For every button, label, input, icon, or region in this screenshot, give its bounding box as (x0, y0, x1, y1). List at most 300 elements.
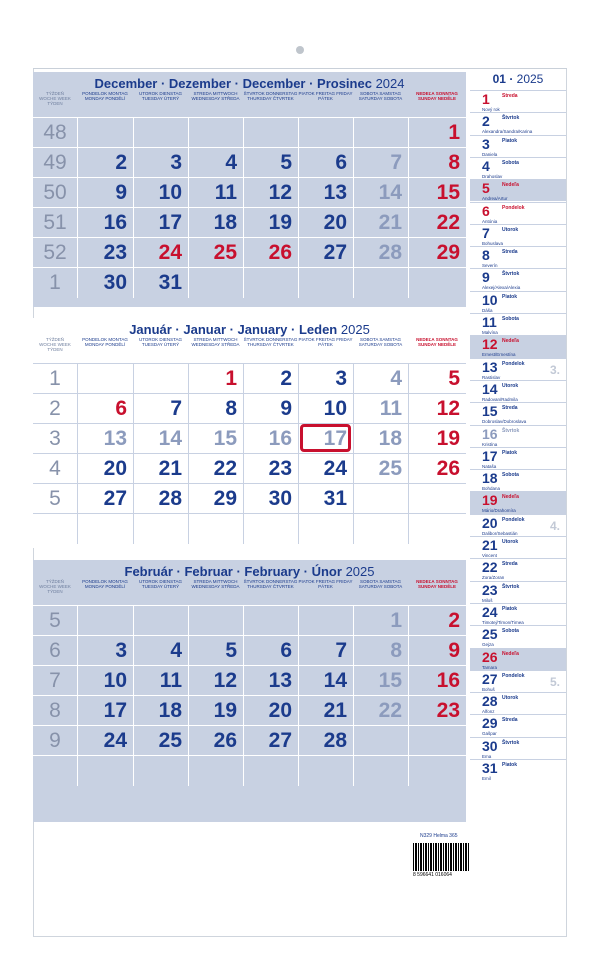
sidebar-nameday: Nový rok (482, 107, 500, 112)
sidebar-nameday: Bohuš (482, 686, 495, 692)
sidebar-day-name: Štvrtok (502, 271, 520, 278)
sidebar-day-name: Streda (502, 249, 518, 256)
sidebar-day-name: Utorok (502, 695, 519, 702)
day-cell (353, 726, 408, 756)
sidebar-day-name: Sobota (502, 628, 519, 635)
day-number: 27 (103, 487, 127, 510)
day-number: 12 (436, 397, 460, 420)
day-number: 11 (379, 397, 402, 420)
day-number: 21 (158, 457, 182, 480)
sidebar-nameday: Miloš (482, 597, 493, 603)
day-cell (77, 208, 133, 238)
day-cell (243, 696, 298, 726)
sidebar-nameday: Nataša (482, 463, 497, 469)
day-number: 4 (225, 151, 237, 174)
day-number: 2 (448, 609, 460, 632)
week-number: 5 (49, 609, 61, 632)
sidebar-day-number: 31 (482, 760, 498, 776)
day-number: 17 (103, 699, 127, 722)
day-cell (188, 238, 243, 268)
day-number: 4 (170, 639, 182, 662)
day-cell (243, 514, 298, 544)
weekday-header-cell: PONDELOK MONTAG MONDAY PONDĚLÍ (82, 337, 128, 348)
sidebar-day-name: Piatok (502, 293, 518, 300)
sidebar-nameday: Timotej/Timon/Timea (482, 619, 524, 625)
day-number: 14 (158, 427, 182, 450)
day-number: 15 (378, 669, 402, 692)
day-cell (408, 696, 466, 726)
sidebar-nameday: Vincent (482, 553, 497, 558)
sidebar-day-number: 1 (482, 91, 490, 107)
day-cell (243, 238, 298, 268)
week-number: 8 (49, 699, 61, 722)
day-cell (408, 424, 466, 454)
day-cell (353, 636, 408, 666)
day-cell (188, 178, 243, 208)
sidebar-nameday: Gašpar (482, 731, 497, 737)
weekday-header-cell: SOBOTA SAMSTAG SATURDAY SOBOTA (358, 579, 403, 590)
day-number: 13 (323, 181, 347, 204)
day-number: 20 (323, 211, 347, 234)
sidebar-day-number: 3 (482, 135, 490, 152)
sidebar-nameday: Ema (482, 753, 492, 759)
sidebar-day-name: Streda (502, 561, 518, 568)
day-number: 9 (280, 397, 292, 420)
day-number: 10 (323, 397, 347, 420)
sidebar-day-row (470, 558, 566, 580)
sidebar-day-number: 22 (482, 559, 498, 576)
weekday-header-cell: SOBOTA SAMSTAG SATURDAY SOBOTA (358, 337, 403, 348)
sidebar-day-row (470, 670, 566, 692)
sidebar-nameday: Mário/Drahomíra (482, 508, 516, 514)
sidebar-day-name: Streda (502, 717, 518, 724)
week-number: 48 (43, 121, 67, 144)
sidebar-nameday: Bohdana (482, 486, 501, 492)
sidebar-day-number: 14 (482, 380, 498, 397)
day-cell (298, 726, 353, 756)
day-number: 1 (448, 121, 460, 144)
sidebar-day-name: Piatok (502, 137, 518, 144)
week-number: 51 (43, 211, 67, 234)
sidebar-nameday: Drahoslav (482, 173, 503, 179)
sidebar-day-row (470, 179, 566, 201)
sidebar-week-mark: 5. (549, 674, 560, 689)
day-number: 4 (390, 367, 402, 390)
day-number: 23 (436, 699, 460, 722)
sidebar-day-row (470, 335, 566, 357)
week-row (33, 725, 466, 755)
day-cell (298, 118, 353, 148)
day-cell (188, 514, 243, 544)
sidebar-day-name: Utorok (502, 226, 519, 233)
day-number: 11 (214, 181, 237, 204)
sidebar-day-number: 18 (482, 470, 498, 487)
day-number: 26 (213, 729, 237, 752)
month-jan (33, 318, 466, 548)
sidebar-week-mark: 3. (549, 362, 560, 377)
day-cell (353, 394, 408, 424)
day-cell (188, 208, 243, 238)
day-number: 10 (103, 669, 127, 692)
day-number: 17 (158, 211, 182, 234)
sidebar-day-row (470, 692, 566, 714)
day-number: 20 (268, 699, 292, 722)
sidebar-day-name: Pondelok (502, 204, 525, 211)
sidebar-day-number: 24 (482, 603, 498, 620)
day-cell (188, 726, 243, 756)
week-row (33, 177, 466, 207)
sidebar-day-row (470, 202, 566, 224)
week-number: 5 (49, 487, 61, 510)
sidebar-nameday: Tamara (482, 664, 498, 670)
weekday-header-cell: NEDEĽA SONNTAG SUNDAY NEDĚLE (416, 337, 458, 348)
sidebar-year: 2025 (516, 72, 544, 86)
daily-sidebar (470, 70, 566, 830)
month-title (33, 76, 466, 91)
day-cell (408, 238, 466, 268)
week-row (33, 267, 466, 297)
weekday-header-cell: PIATOK FREITAG FRIDAY PÁTEK (298, 337, 353, 348)
day-cell (133, 484, 188, 514)
day-cell (77, 636, 133, 666)
sidebar-day-name: Pondelok (502, 516, 525, 523)
sidebar-nameday: Dobroslav/Dobroslava (482, 419, 527, 425)
weekday-header-cell: ŠTVRTOK DONNERSTAG THURSDAY ČTVRTEK (243, 91, 298, 102)
sidebar-day-name: Streda (502, 93, 518, 99)
sidebar-day-number: 9 (482, 269, 490, 286)
sidebar-nameday: Dáša (482, 307, 493, 313)
day-cell (353, 268, 408, 298)
sidebar-title: 01 · 2025 (492, 72, 544, 86)
day-cell (243, 636, 298, 666)
week-row (33, 207, 466, 237)
day-cell (298, 606, 353, 636)
day-cell (188, 696, 243, 726)
weekday-header-cell: PONDELOK MONTAG MONDAY PONDĚLÍ (82, 91, 128, 102)
sidebar-day-name: Nedeľa (502, 494, 519, 501)
week-row (33, 393, 466, 423)
day-cell (77, 756, 133, 786)
day-number: 29 (436, 241, 460, 264)
day-cell (133, 636, 188, 666)
day-cell (353, 118, 408, 148)
sidebar-day-row (470, 112, 566, 134)
sidebar-day-row (470, 737, 566, 759)
day-number: 18 (158, 699, 182, 722)
week-number: 7 (49, 669, 61, 692)
day-number: 5 (225, 639, 237, 662)
day-cell (408, 636, 466, 666)
week-number (33, 514, 77, 544)
day-number: 6 (280, 639, 292, 662)
day-cell (298, 238, 353, 268)
day-cell (243, 484, 298, 514)
day-cell (353, 696, 408, 726)
day-cell (353, 756, 408, 786)
day-number: 8 (448, 151, 460, 174)
weekday-header-cell: ŠTVRTOK DONNERSTAG THURSDAY ČTVRTEK (243, 337, 298, 348)
month-dec (33, 72, 466, 307)
month-title-text: December · Dezember · December · Prosinec (94, 76, 372, 91)
weekday-header (33, 337, 466, 359)
day-number: 26 (436, 457, 460, 480)
day-cell (353, 514, 408, 544)
day-number: 15 (213, 427, 237, 450)
day-number: 20 (103, 457, 127, 480)
day-cell (408, 178, 466, 208)
day-cell (188, 454, 243, 484)
sidebar-nameday: Zora/Zoran (482, 575, 505, 581)
week-row (33, 423, 466, 453)
sidebar-day-row (470, 291, 566, 313)
sidebar-day-name: Štvrtok (502, 583, 520, 590)
week-number: 49 (43, 151, 67, 174)
day-number: 22 (213, 457, 237, 480)
sidebar-day-number: 26 (482, 648, 498, 665)
day-cell (133, 514, 188, 544)
day-number: 5 (448, 367, 460, 390)
day-number: 1 (390, 609, 402, 632)
sidebar-nameday: Bohuslava (482, 240, 504, 246)
sidebar-day-row (470, 469, 566, 491)
day-number: 31 (323, 487, 347, 510)
sidebar-day-number: 6 (482, 202, 490, 219)
week-row (33, 695, 466, 725)
day-cell (188, 268, 243, 298)
sidebar-nameday: Severín (482, 263, 498, 269)
month-title (33, 564, 466, 579)
day-cell (243, 148, 298, 178)
day-number: 16 (103, 211, 127, 234)
week-row (33, 237, 466, 267)
day-cell (243, 756, 298, 786)
week-number: 2 (49, 397, 61, 420)
day-cell (298, 514, 353, 544)
day-cell (353, 208, 408, 238)
sidebar-day-number: 20 (482, 514, 498, 531)
day-number: 24 (323, 457, 347, 480)
day-cell (298, 148, 353, 178)
sidebar-day-number: 25 (482, 626, 498, 643)
day-cell (188, 148, 243, 178)
day-cell (298, 636, 353, 666)
day-cell (353, 606, 408, 636)
day-number: 23 (268, 457, 292, 480)
sidebar-day-number: 29 (482, 715, 498, 732)
week-row (33, 605, 466, 635)
day-cell (133, 118, 188, 148)
weekday-header-cell: STREDA MITTWOCH WEDNESDAY STŘEDA (191, 579, 240, 590)
day-number: 21 (378, 211, 402, 234)
day-number: 16 (268, 427, 292, 450)
month-year: 2025 (340, 322, 370, 337)
day-cell (188, 118, 243, 148)
week-row (33, 513, 466, 543)
week-row (33, 147, 466, 177)
week-row (33, 483, 466, 513)
day-cell (77, 364, 133, 394)
day-cell (77, 666, 133, 696)
brand-label: N329 Helma 365 (420, 833, 458, 839)
day-cell (298, 696, 353, 726)
day-number: 19 (213, 699, 237, 722)
day-cell (243, 394, 298, 424)
sidebar-day-row (470, 358, 566, 380)
day-number: 24 (158, 241, 182, 264)
day-cell (353, 454, 408, 484)
week-row (33, 453, 466, 483)
day-number: 22 (436, 211, 460, 234)
day-number: 11 (159, 669, 182, 692)
day-cell (133, 148, 188, 178)
day-cell (408, 118, 466, 148)
day-cell (298, 666, 353, 696)
sidebar-day-name: Štvrtok (502, 115, 520, 122)
day-number: 27 (268, 729, 292, 752)
day-cell (188, 394, 243, 424)
sidebar-nameday: Alfonz (482, 709, 495, 715)
day-number: 8 (225, 397, 237, 420)
sidebar-day-number: 7 (482, 224, 490, 241)
day-number: 19 (436, 427, 460, 450)
sidebar-day-number: 17 (482, 447, 498, 464)
day-number: 24 (103, 729, 127, 752)
sidebar-day-name: Pondelok (502, 360, 525, 367)
day-cell (77, 118, 133, 148)
day-cell (133, 268, 188, 298)
day-number: 23 (103, 241, 127, 264)
sidebar-nameday: Kristína (482, 441, 498, 447)
sidebar-day-name: Pondelok (502, 672, 525, 679)
day-cell (188, 424, 243, 454)
day-cell (188, 484, 243, 514)
week-number (33, 756, 77, 786)
top-binding (33, 55, 567, 69)
day-cell (133, 364, 188, 394)
weekday-header-cell: NEDEĽA SONNTAG SUNDAY NEDĚLE (416, 579, 458, 590)
sidebar-day-number: 10 (482, 291, 498, 308)
sidebar-week-mark: 4. (549, 518, 560, 533)
sidebar-day-row (470, 402, 566, 424)
sidebar-day-row (470, 313, 566, 335)
sidebar-nameday: Gejza (482, 642, 494, 648)
day-number: 8 (390, 639, 402, 662)
sidebar-day-row (470, 603, 566, 625)
day-number: 14 (323, 669, 347, 692)
sidebar-day-number: 11 (482, 314, 497, 330)
day-number: 28 (378, 241, 402, 264)
sidebar-day-row (470, 246, 566, 268)
sidebar-nameday: Rastislav (482, 374, 501, 380)
sidebar-day-name: Sobota (502, 472, 519, 479)
day-cell (353, 178, 408, 208)
week-number: 3 (49, 427, 61, 450)
day-cell (408, 514, 466, 544)
day-number: 13 (268, 669, 292, 692)
sidebar-day-name: Sobota (502, 159, 519, 166)
sidebar-day-row (470, 625, 566, 647)
day-number: 2 (280, 367, 292, 390)
month-title (33, 322, 466, 337)
week-number: 50 (43, 181, 67, 204)
month-feb (33, 560, 466, 822)
day-cell (133, 666, 188, 696)
weekday-header-cell: UTOROK DIENSTAG TUESDAY ÚTERÝ (138, 91, 183, 102)
weekday-header-cell: PIATOK FREITAG FRIDAY PÁTEK (298, 91, 353, 102)
sidebar-day-row (470, 491, 566, 513)
day-cell (133, 696, 188, 726)
day-number: 19 (268, 211, 292, 234)
barcode-number: 8 596641 016064 (413, 872, 452, 878)
sidebar-nameday: Dalibor/Sebastián (482, 530, 518, 536)
day-cell (77, 696, 133, 726)
sidebar-day-number: 30 (482, 737, 498, 754)
day-number: 3 (335, 367, 347, 390)
day-cell (298, 268, 353, 298)
sidebar-day-row (470, 380, 566, 402)
day-cell (353, 148, 408, 178)
sidebar-nameday: Malvína (482, 330, 498, 335)
day-number: 2 (115, 151, 127, 174)
sidebar-day-number: 23 (482, 581, 498, 598)
week-number: 1 (49, 271, 61, 294)
day-cell (188, 756, 243, 786)
day-number: 12 (268, 181, 292, 204)
weekday-header-cell: UTOROK DIENSTAG TUESDAY ÚTERÝ (138, 579, 183, 590)
day-number: 3 (170, 151, 182, 174)
day-cell (408, 666, 466, 696)
day-cell (188, 636, 243, 666)
month-title-text: Január · Januar · January · Leden (129, 322, 338, 337)
week-row (33, 635, 466, 665)
day-cell (298, 454, 353, 484)
day-cell (77, 424, 133, 454)
sidebar-day-number: 28 (482, 693, 498, 710)
current-day-marker[interactable] (300, 424, 351, 452)
day-number: 26 (268, 241, 292, 264)
weekday-header-cell: STREDA MITTWOCH WEDNESDAY STŘEDA (191, 91, 240, 102)
week-number: 6 (49, 639, 61, 662)
day-cell (133, 178, 188, 208)
day-cell (77, 178, 133, 208)
week-number: 52 (43, 241, 67, 264)
day-cell (243, 268, 298, 298)
day-cell (77, 726, 133, 756)
sidebar-day-row (470, 536, 566, 558)
month-title-text: Február · Februar · February · Únor (124, 564, 342, 579)
day-cell (77, 268, 133, 298)
day-cell (77, 454, 133, 484)
week-number: 9 (49, 729, 61, 752)
day-cell (243, 454, 298, 484)
day-cell (133, 726, 188, 756)
day-number: 12 (213, 669, 237, 692)
sidebar-day-name: Sobota (502, 316, 519, 322)
day-cell (408, 756, 466, 786)
sidebar-day-row (470, 447, 566, 469)
day-cell (133, 454, 188, 484)
sidebar-nameday: Alexej/Alexa/Alexia (482, 285, 521, 291)
day-cell (133, 238, 188, 268)
day-cell (408, 208, 466, 238)
day-number: 18 (213, 211, 237, 234)
sidebar-nameday: Daniela (482, 151, 498, 157)
day-number: 7 (390, 151, 402, 174)
sidebar-month: 01 (492, 72, 506, 86)
day-number: 13 (103, 427, 127, 450)
day-cell (133, 756, 188, 786)
sidebar-nameday: Ernest/Ernestína (482, 352, 516, 358)
